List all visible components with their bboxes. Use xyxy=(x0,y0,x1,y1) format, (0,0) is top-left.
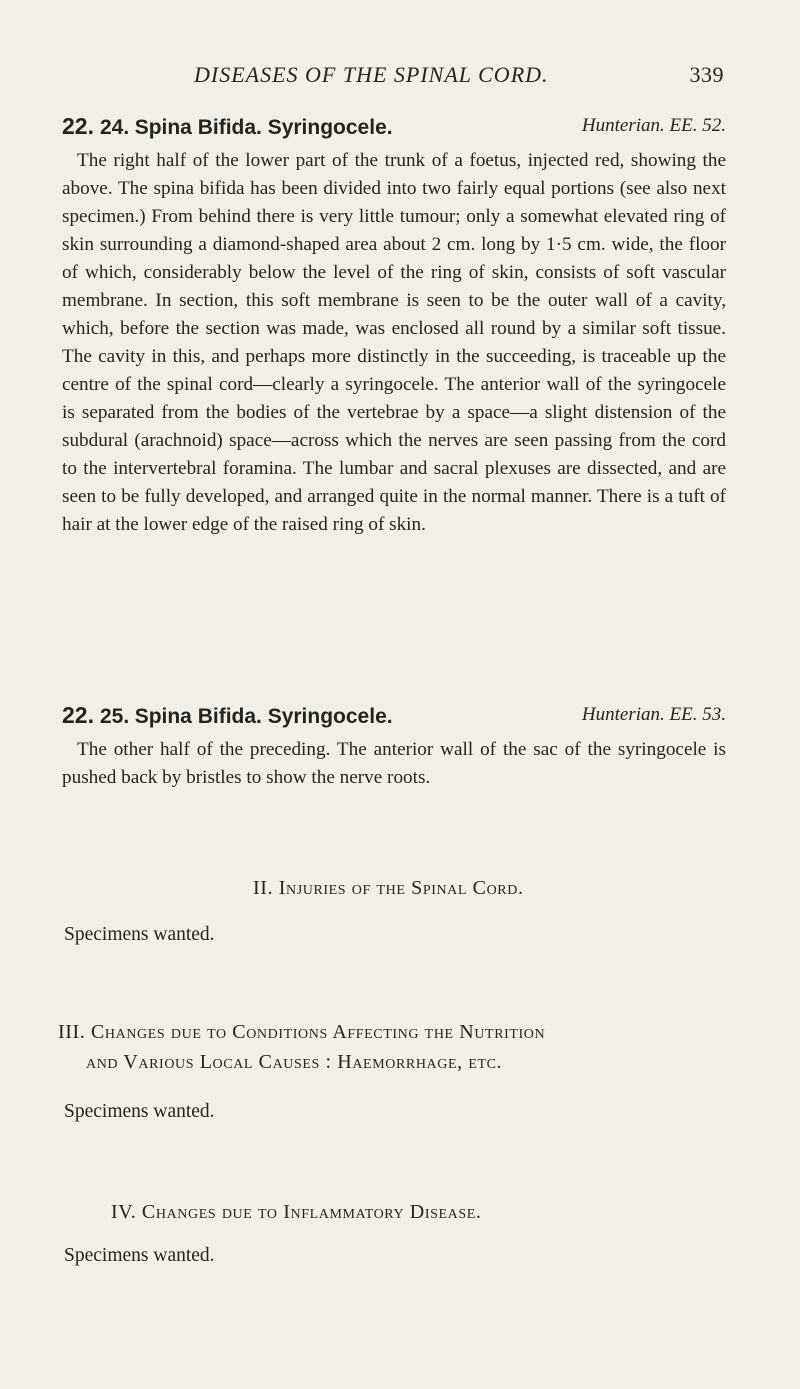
specimens-wanted-note: Specimens wanted. xyxy=(64,924,215,945)
section-heading xyxy=(111,1197,481,1227)
section-heading-line: IV. Changes due to Inflammatory Disease. xyxy=(111,1201,482,1223)
entry-sub-number: 25. xyxy=(99,705,130,728)
section-heading-line: and Various Local Causes : Haemorrhage, etc. xyxy=(86,1051,503,1073)
page-number: 339 xyxy=(689,62,724,87)
running-head-title: DISEASES OF THE SPINAL CORD. xyxy=(194,62,549,87)
entry-reference: Hunterian. EE. 53. xyxy=(581,704,726,725)
entry-description: The other half of the preceding. The anterior wall of the sac of the syringocele is pushed back by bristles to show the nerve roots. xyxy=(62,739,726,788)
entry-reference: Hunterian. EE. 52. xyxy=(581,115,726,136)
entry-number: 22. xyxy=(62,113,94,139)
section-heading xyxy=(253,873,524,903)
entry-title: Spina Bifida. Syringocele. xyxy=(134,116,393,139)
running-head xyxy=(194,62,724,88)
specimen-entry xyxy=(62,702,726,792)
section-heading xyxy=(58,1017,545,1077)
entry-title: Spina Bifida. Syringocele. xyxy=(134,705,393,728)
entry-heading xyxy=(62,702,726,736)
entry-sub-number: 24. xyxy=(99,116,130,139)
specimens-wanted-note: Specimens wanted. xyxy=(64,1101,215,1122)
specimen-entry xyxy=(62,113,726,539)
section-heading-line: II. Injuries of the Spinal Cord. xyxy=(253,877,524,899)
entry-description: The right half of the lower part of the trunk of a foetus, injected red, showing the above. The spina bifida has been divided into two fairly equal portions (see also next specimen.) From behind there is very little tumour; only a somewhat elevated ring of skin surrounding a diamond-shaped area about 2 cm. long by 1·5 cm. wide, the floor of which, considerably below the level of the ring of skin, consists of soft vascular membrane. In section, this soft membrane is seen to be the outer wall of a cavity, which, before the section was made, was enclosed all round by a similar soft tissue. The cavity in this, and perhaps more distinctly in the succeeding, is traceable up the centre of the spinal cord—clearly a syringocele. The anterior wall of the syringocele is separated from the bodies of the vertebrae by a space—a slight distension of the subdural (arachnoid) space—across which the nerves are seen passing from the cord to the intervertebral foramina. The lumbar and sacral plexuses are dissected, and are seen to be fully developed, and arranged quite in the normal manner. There is a tuft of hair at the lower edge of the raised ring of skin. xyxy=(62,150,726,535)
entry-number: 22. xyxy=(62,702,94,728)
section-heading-line: III. Changes due to Conditions Affecting the Nutrition xyxy=(58,1021,546,1043)
entry-heading xyxy=(62,113,726,147)
specimens-wanted-note: Specimens wanted. xyxy=(64,1245,215,1266)
